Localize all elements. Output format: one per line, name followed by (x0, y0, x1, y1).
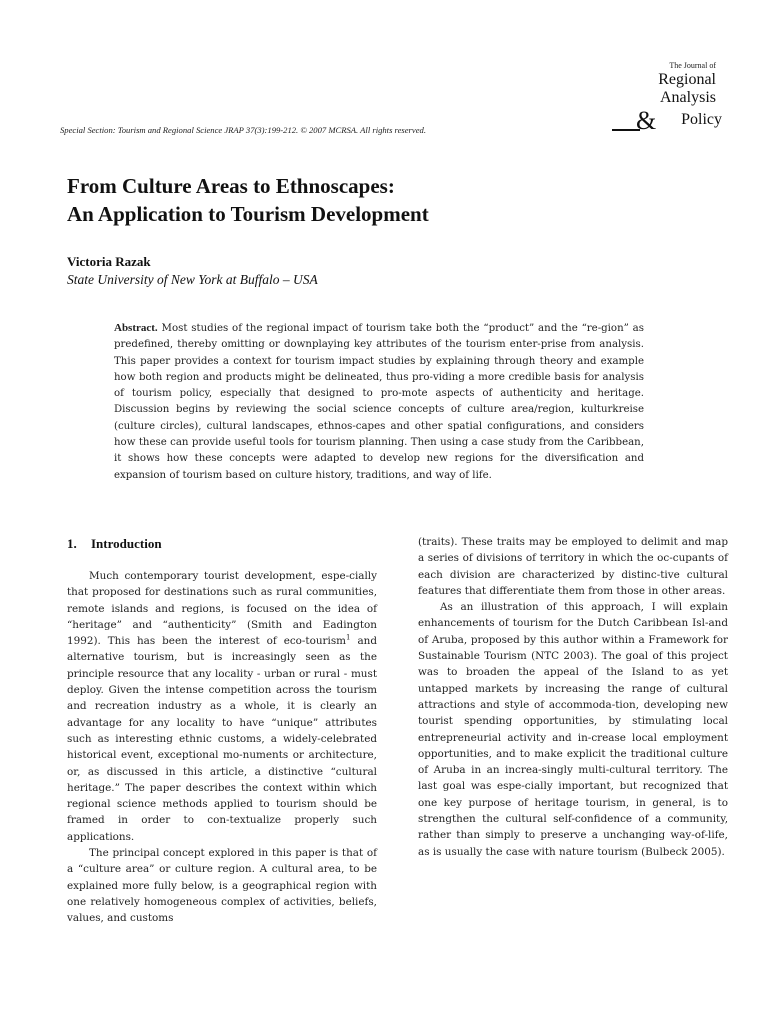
section-title: Introduction (91, 536, 162, 551)
author-affiliation: State University of New York at Buffalo – USA (67, 272, 318, 287)
abstract-label: Abstract. (114, 322, 158, 334)
section-heading (67, 536, 162, 552)
paragraph: (traits). These traits may be employed to delimit and map a series of divisions of territory in which the oc-cupants of each division are characterized by distinc-tive cultural features that differentiate them from those in other areas. (418, 536, 728, 597)
journal-logo-line-regional: Regional (658, 71, 716, 88)
paper-title-line-2: An Application to Tourism Development (67, 202, 429, 226)
paragraph-text: and alternative tourism, but is increasingly seen as the principle resource that any locality - urban or rural - must deploy. Given the intense competition across the tourism and recreation industry as a whole, it is clearly an advantage for any locality to have “unique” attributes such as interesting ethnic customs, a widely-celebrated historical event, exceptional mo-numents or architecture, or, as discussed in this article, a distinctive “cultural heritage.” The paper describes the context within which regional science methods applied to tourism should be framed in order to con-textualize properly such applications. (67, 635, 377, 843)
body-column-left (67, 568, 377, 927)
paper-title-line-1: From Culture Areas to Ethnoscapes: (67, 174, 395, 198)
section-number: 1. (67, 536, 77, 551)
paragraph (67, 568, 377, 845)
footnote-marker: 1 (346, 633, 351, 642)
citation-line: Special Section: Tourism and Regional Science JRAP 37(3):199-212. © 2007 MCRSA. All rights reserved. (60, 125, 426, 135)
journal-logo (606, 60, 730, 140)
paragraph-text: Much contemporary tourist development, espe-cially that proposed for destinations such as rural communities, remote islands and regions, is focused on the idea of “heritage” and “authenticity” (Smith and Eadington 1992). This has been the interest of eco-tourism (67, 570, 377, 648)
author-name: Victoria Razak (67, 254, 151, 269)
abstract (114, 320, 644, 484)
paragraph: As an illustration of this approach, I will explain enhancements of tourism for the Dutch Caribbean Isl-and of Aruba, proposed by this author within a Framework for Sustainable Tourism (NTC 2003). The goal of this project was to broaden the appeal of the Island to as yet untapped markets by increasing the range of cultural attractions and style of accommoda-tion, developing new tourist spending opportunities, by stimulating local entrepreneurial activity and in-crease local employment opportunities, and to make explicit the traditional culture of Aruba in an increa-singly multi-cultural territory. The last goal was espe-cially important, but recognized that one key purpose of heritage tourism, in general, is to strengthen the cultural self-confidence of a community, rather than simply to preserve a unchanging way-of-life, as is usually the case with nature tourism (Bulbeck 2005). (418, 601, 728, 858)
journal-logo-line-analysis: Analysis (660, 89, 716, 106)
journal-logo-line-policy: Policy (681, 111, 722, 128)
journal-logo-prefix: The Journal of (669, 61, 716, 70)
paper-title (67, 172, 587, 228)
abstract-text: Most studies of the regional impact of tourism take both the “product” and the “re-gion” as predefined, thereby omitting or downplaying key attributes of the tourism enter-prise from analysis. This paper provides a context for tourism impact studies by explaining through theory and example how both region and products might be delineated, thus pro-viding a more credible basis for analysis of tourism policy, especially that designed to pro-mote aspects of authenticity and heritage. Discussion begins by reviewing the social science concepts of culture area/region, kulturkreise (culture circles), cultural landscapes, ethnos-capes and other spatial configurations, and considers how these can provide useful tools for tourism planning. Then using a case study from the Caribbean, it shows how these concepts were adapted to develop new regions for the diversification and expansion of tourism based on culture history, traditions, and way of life. (114, 323, 644, 481)
paragraph: The principal concept explored in this paper is that of a “culture area” or culture region. A cultural area, to be explained more fully below, is a geographical region with one relatively homogeneous complex of activities, beliefs, values, and customs (67, 847, 377, 925)
body-column-right (418, 534, 728, 860)
journal-logo-ampersand: & (636, 106, 657, 135)
